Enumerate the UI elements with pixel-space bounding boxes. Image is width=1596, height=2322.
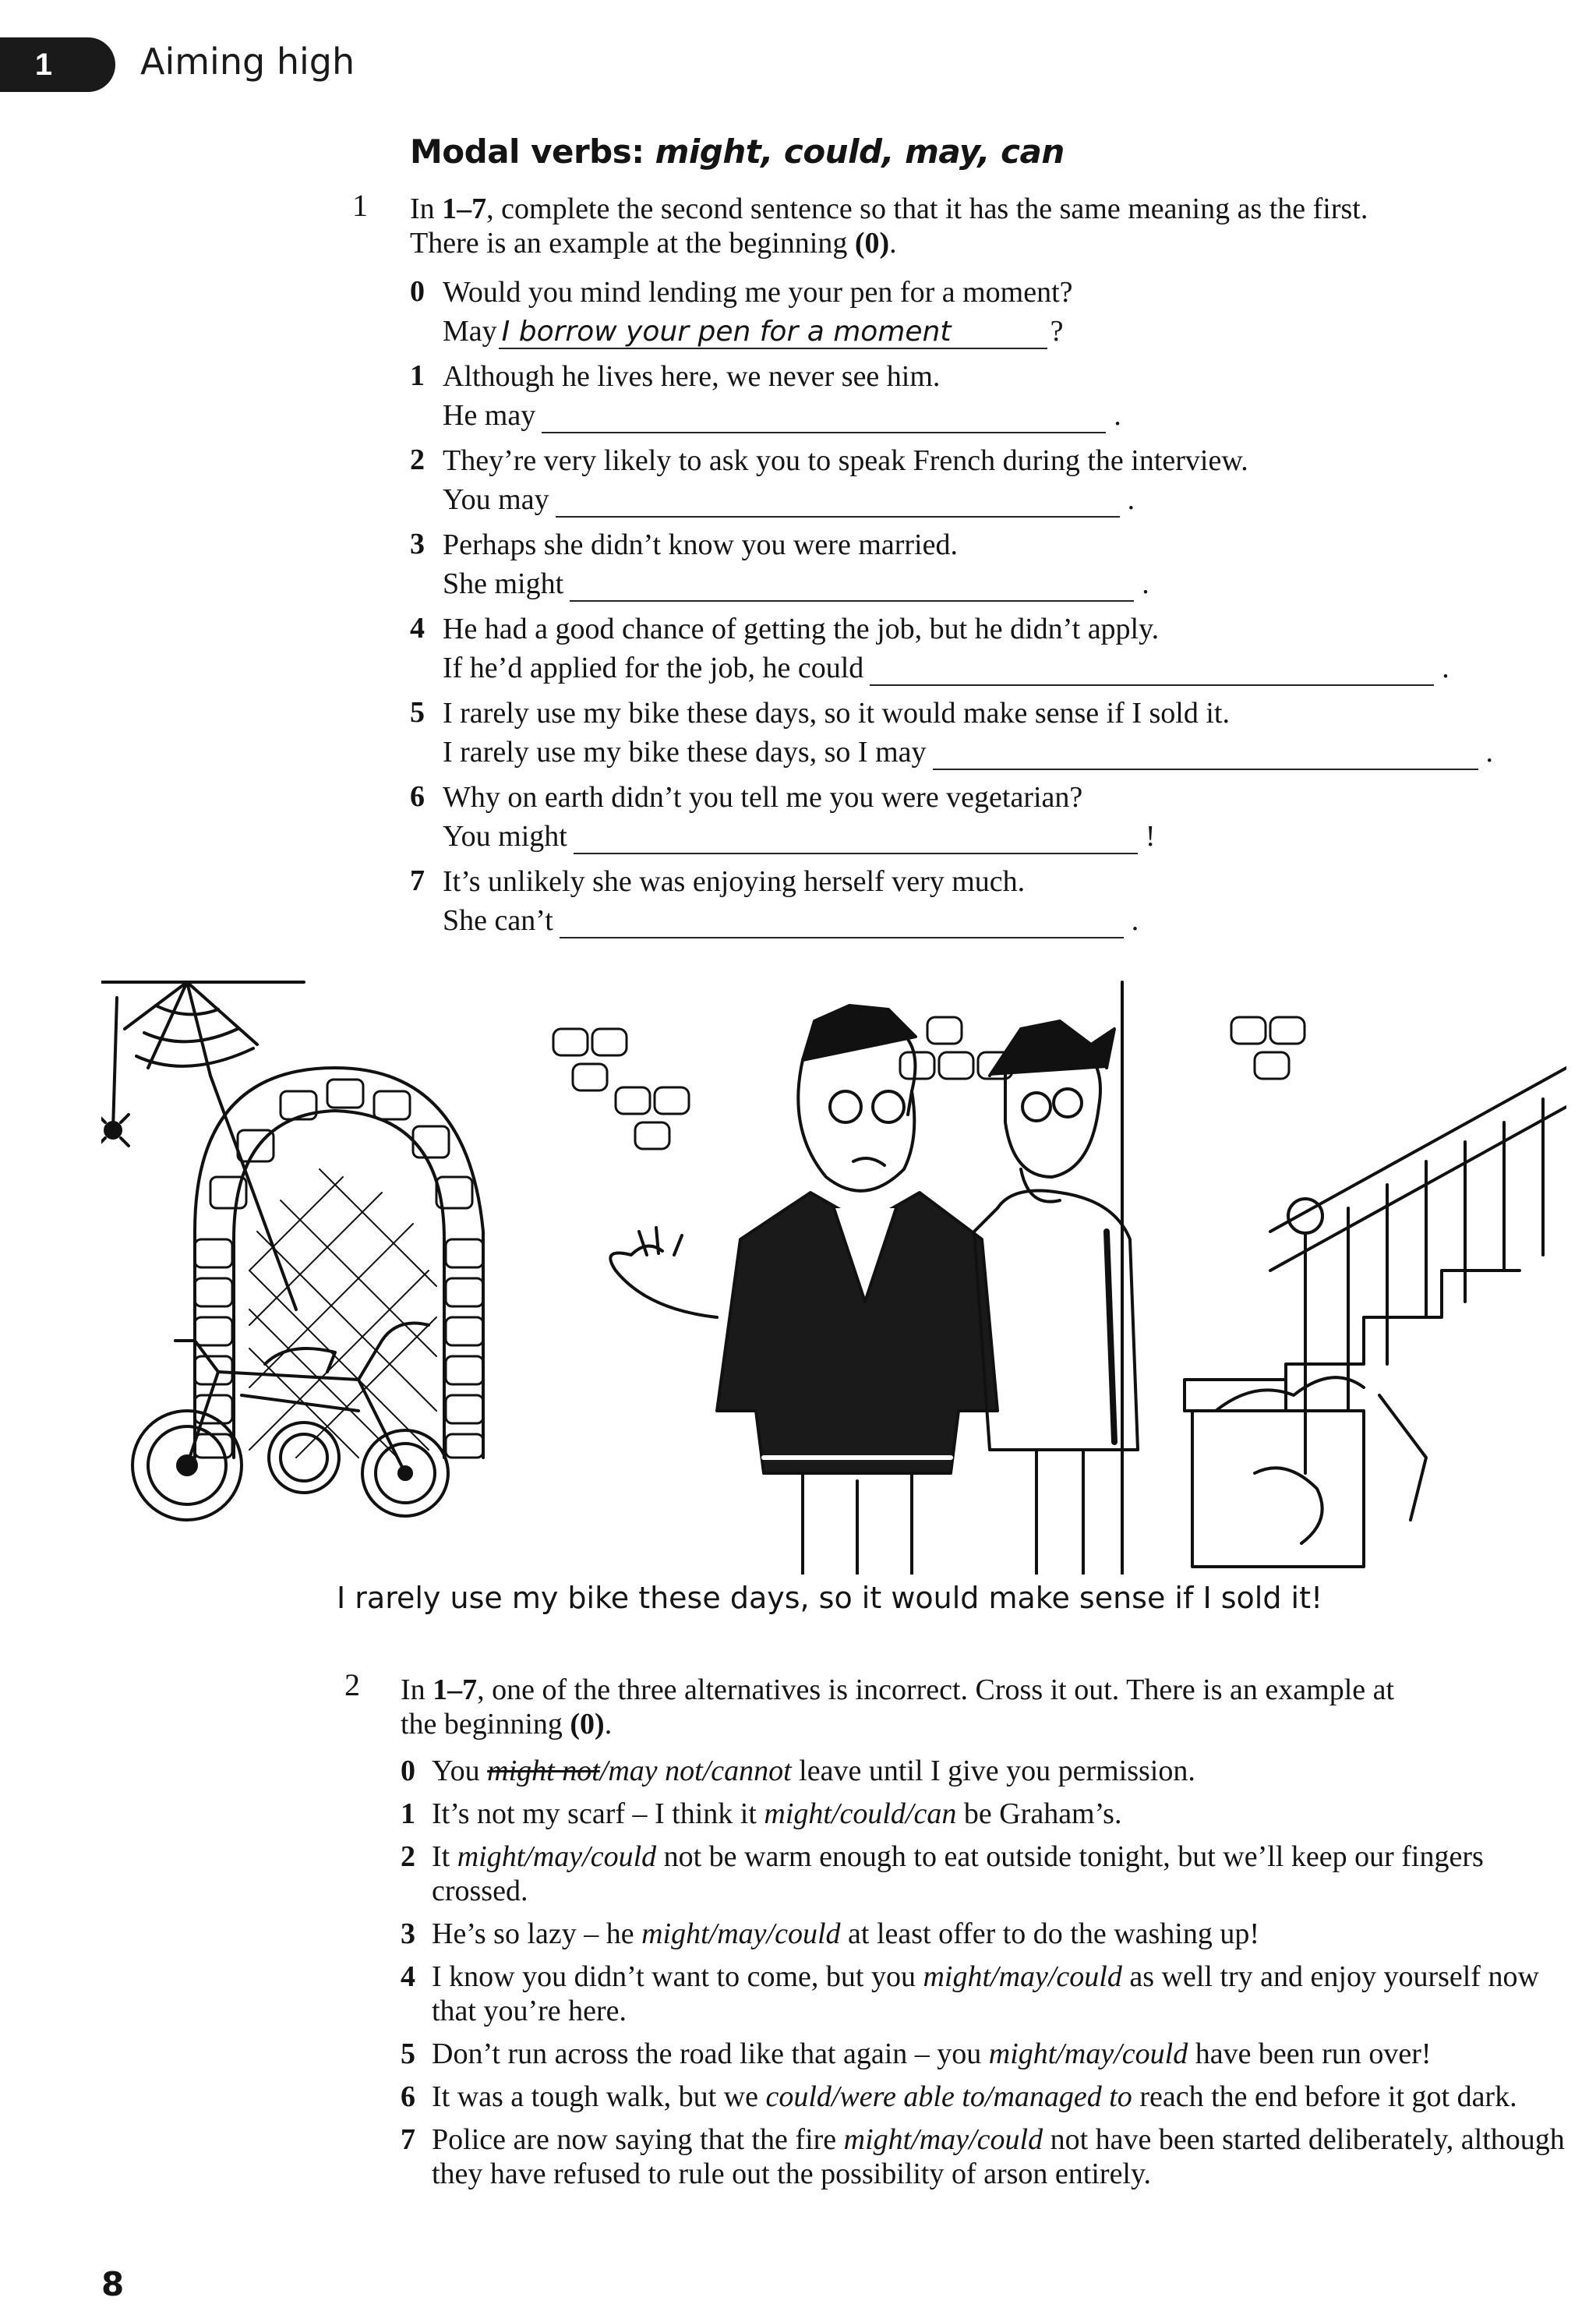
exercise-1-item: 0 Would you mind lending me your pen for a moment? May I borrow your pen for a moment ? — [410, 275, 1073, 348]
alternatives[interactable]: might/may/could — [457, 1840, 657, 1873]
alternatives[interactable]: might/may/could — [988, 2037, 1188, 2070]
section-title-italic: might, could, may, can — [655, 133, 1065, 171]
exercise-2-number: 2 — [344, 1667, 360, 1702]
section-title-plain: Modal verbs: — [410, 133, 655, 171]
exercise-1-item: 1 Although he lives here, we never see him. He may . — [410, 359, 1121, 432]
answer-blank[interactable] — [560, 910, 1124, 938]
answer-example: I borrow your pen for a moment — [499, 316, 1047, 349]
answer-blank[interactable] — [570, 574, 1134, 602]
exercise-2-item: 1 It’s not my scarf – I think it might/could/can be Graham’s. — [401, 1797, 1122, 1830]
exercise-1-item: 6 Why on earth didn’t you tell me you were vegetarian? You might ! — [410, 780, 1156, 853]
alternatives[interactable]: might/could/can — [764, 1797, 957, 1830]
alternatives[interactable]: might/may/could — [923, 1960, 1122, 1993]
crossed-out-alternative: might not — [487, 1755, 600, 1787]
answer-blank[interactable] — [933, 742, 1478, 770]
alternatives[interactable]: could/were able to/managed to — [765, 2080, 1132, 2113]
exercise-1-item: 2 They’re very likely to ask you to speak French during the interview. You may . — [410, 444, 1248, 516]
exercise-2-item: 5 Don’t run across the road like that again – you might/may/could have been run over! — [401, 2037, 1432, 2070]
exercise-1-item: 7 It’s unlikely she was enjoying herself very much. She can’t . — [410, 864, 1139, 937]
alternatives[interactable]: might/may/could — [641, 1917, 841, 1950]
unit-tab — [0, 37, 115, 92]
man-in-jacket — [610, 1005, 998, 1575]
exercise-1-number: 1 — [352, 188, 368, 223]
unit-title: Aiming high — [140, 41, 355, 83]
exercise-2-item: 6 It was a tough walk, but we could/were able to/managed to reach the end before it got dark. — [401, 2080, 1517, 2113]
junk-box — [1192, 1377, 1426, 1567]
answer-blank[interactable] — [574, 826, 1138, 854]
exercise-2-instruction: In 1–7, one of the three alternatives is incorrect. Cross it out. There is an example at the beginning (0). — [401, 1673, 1395, 1741]
exercise-1-item: 5 I rarely use my bike these days, so it would make sense if I sold it. I rarely use my bike these days, so I may . — [410, 696, 1493, 769]
page-number: 8 — [101, 2265, 125, 2303]
exercise-2-items — [401, 1754, 1570, 2200]
wall-bricks — [553, 1017, 1305, 1149]
answer-blank[interactable] — [870, 658, 1434, 686]
exercise-1-item: 4 He had a good chance of getting the job, but he didn’t apply. If he’d applied for the job, he could . — [410, 612, 1449, 684]
answer-blank[interactable] — [556, 489, 1120, 518]
exercise-1-items — [410, 274, 1563, 948]
unit-number: 1 — [34, 48, 53, 82]
exercise-1-instruction: In 1–7, complete the second sentence so that it has the same meaning as the first. There is an example at the beginning (0). — [410, 193, 1368, 260]
cartoon-illustration — [101, 974, 1566, 1575]
alternatives[interactable]: /may not/cannot — [599, 1755, 792, 1787]
exercise-2-item: 0 You might not/may not/cannot leave until I give you permission. — [401, 1755, 1195, 1787]
exercise-2-item: 2 It might/may/could not be warm enough to eat outside tonight, but we’ll keep our fingers crossed. — [401, 1840, 1484, 1907]
exercise-2-item: 4 I know you didn’t want to come, but you might/may/could as well try and enjoy yourself now that you’re here. — [401, 1960, 1539, 2027]
exercise-1-item: 3 Perhaps she didn’t know you were married. She might . — [410, 528, 1149, 600]
alternatives[interactable]: might/may/could — [843, 2123, 1043, 2156]
section-title — [410, 133, 1065, 171]
exercise-2-item: 7 Police are now saying that the fire might/may/could not have been started deliberately, although they have refused to rule out the possibility of arson entirely. — [401, 2123, 1565, 2190]
young-man — [974, 1021, 1138, 1575]
stone-arch — [195, 1068, 483, 1458]
staircase — [1122, 982, 1566, 1575]
exercise-2-item: 3 He’s so lazy – he might/may/could at least offer to do the washing up! — [401, 1917, 1260, 1950]
illustration-caption: I rarely use my bike these days, so it would make sense if I sold it! — [337, 1581, 1323, 1615]
answer-blank[interactable] — [542, 405, 1106, 433]
